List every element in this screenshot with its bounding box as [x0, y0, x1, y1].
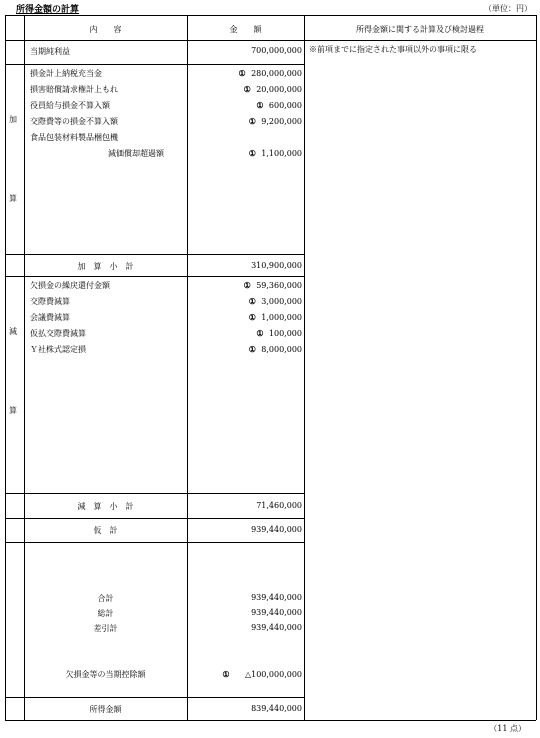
circled-one-icon: ① [248, 344, 256, 354]
list-item: 交際費減算 [30, 297, 70, 306]
list-item: 損害賠償請求権計上もれ [30, 85, 118, 94]
list-item-amount [247, 116, 302, 126]
amount-value: △100,000,000 [244, 670, 302, 679]
list-item: 会議費減算 [30, 313, 70, 322]
circled-one-icon: ① [243, 84, 251, 94]
circled-one-icon: ① [256, 100, 264, 110]
list-item-amount [242, 280, 302, 290]
total-label: 合計 [97, 594, 114, 603]
column-header-amount: 金 額 [229, 25, 262, 34]
list-item-amount [255, 328, 302, 338]
amount-value: 1,000,000 [261, 313, 302, 322]
list-item-amount [247, 296, 302, 306]
unit-label: （単位：円） [484, 4, 532, 13]
circled-one-icon: ① [248, 296, 256, 306]
additions-subtotal-label: 加 算 小 計 [77, 262, 134, 271]
circled-one-icon: ① [248, 116, 256, 126]
net-income-label: 当期純利益 [30, 47, 70, 56]
list-item-amount [242, 84, 302, 94]
deductions-subtotal-amount: 71,460,000 [256, 501, 302, 510]
deductions-side-label-bottom: 算 [9, 406, 17, 415]
additions-side-label-bottom: 算 [9, 194, 17, 203]
deductions-side-label-top: 減 [9, 327, 17, 336]
list-item-amount [255, 100, 302, 110]
loss-deduction-amount [221, 669, 302, 679]
net-difference-label: 差引計 [93, 624, 118, 633]
list-item: 欠損金の繰戻還付金額 [30, 281, 110, 290]
circled-one-icon: ① [248, 148, 256, 158]
deductions-subtotal-label: 減 算 小 計 [77, 502, 134, 511]
circled-one-icon: ① [222, 669, 230, 679]
list-item-amount [247, 148, 302, 158]
list-item: 損金計上納税充当金 [30, 69, 102, 78]
list-item-amount [247, 312, 302, 322]
amount-value: 8,000,000 [261, 345, 302, 354]
amount-value: 100,000 [268, 329, 302, 338]
list-item: 減価償却超過額 [108, 149, 164, 158]
total-amount: 939,440,000 [251, 593, 302, 602]
list-item: 仮払交際費減算 [30, 329, 86, 338]
list-item: 食品包装材料製品梱包機 [30, 133, 118, 142]
score-label: （11 点） [489, 724, 526, 733]
net-difference-amount: 939,440,000 [251, 623, 302, 632]
page-title: 所得金額の計算 [16, 5, 80, 15]
list-item: 役員給与損金不算入額 [30, 101, 110, 110]
grand-total-amount: 939,440,000 [251, 608, 302, 617]
amount-value: 59,360,000 [256, 281, 302, 290]
net-income-amount: 700,000,000 [251, 46, 302, 55]
amount-value: 9,200,000 [261, 117, 302, 126]
grand-total-label: 総計 [97, 609, 114, 618]
circled-one-icon: ① [256, 328, 264, 338]
amount-value: 3,000,000 [261, 297, 302, 306]
provisional-total-amount: 939,440,000 [251, 525, 302, 534]
list-item: Ｙ社株式認定損 [30, 345, 86, 354]
amount-value: 600,000 [268, 101, 302, 110]
list-item-amount [237, 68, 302, 78]
column-header-notes: 所得金額に関する計算及び検討過程 [356, 25, 484, 34]
notes-remark: ※前項までに指定された事項以外の事項に限る [309, 45, 477, 54]
circled-one-icon: ① [248, 312, 256, 322]
amount-value: 280,000,000 [251, 69, 302, 78]
amount-value: 20,000,000 [256, 85, 302, 94]
additions-side-label-top: 加 [9, 115, 17, 124]
taxable-income-label: 所得金額 [89, 705, 122, 714]
amount-value: 1,100,000 [261, 149, 302, 158]
column-header-content: 内 容 [89, 25, 122, 34]
circled-one-icon: ① [243, 280, 251, 290]
loss-deduction-label: 欠損金等の当期控除額 [65, 670, 146, 679]
list-item: 交際費等の損金不算入額 [30, 117, 118, 126]
additions-subtotal-amount: 310,900,000 [251, 261, 302, 270]
list-item-amount [247, 344, 302, 354]
circled-one-icon: ① [238, 68, 246, 78]
taxable-income-amount: 839,440,000 [251, 704, 302, 713]
provisional-total-label: 仮 計 [93, 526, 118, 535]
